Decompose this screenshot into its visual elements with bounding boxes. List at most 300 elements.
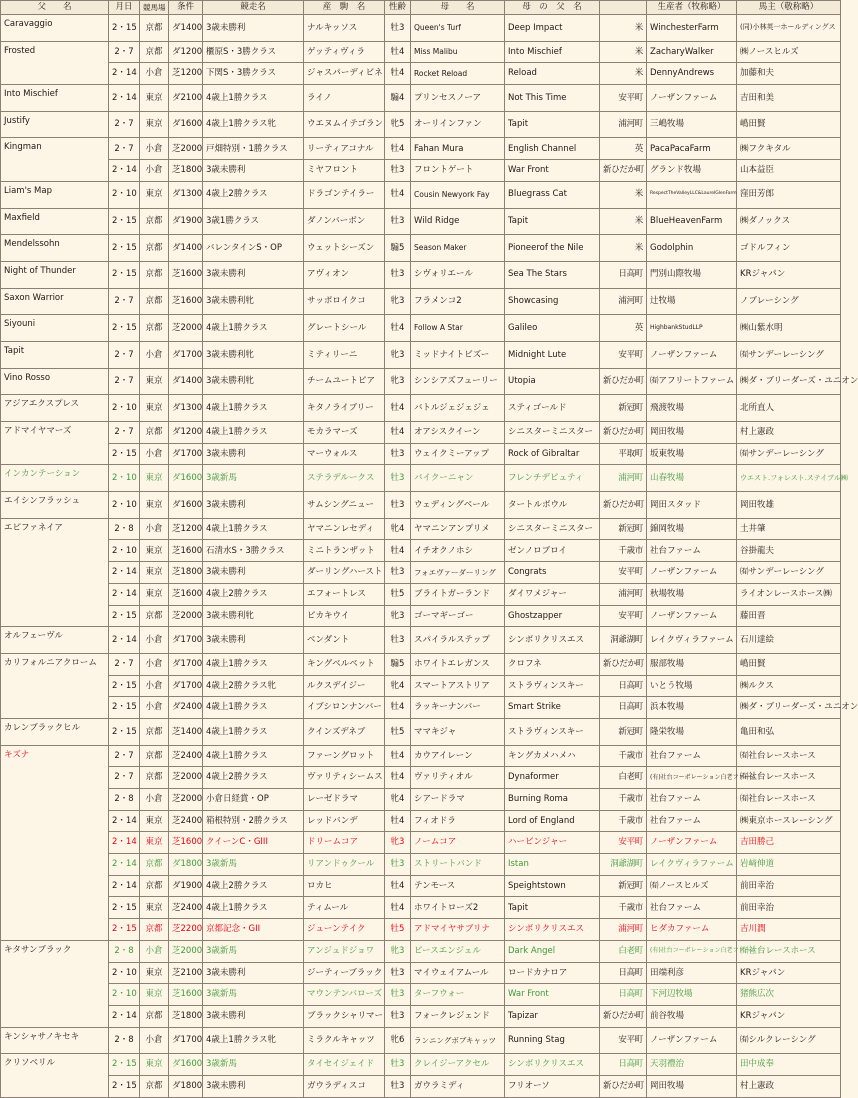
header-damsire: 母 の 父 名: [505, 1, 600, 15]
dam-name: シアードラマ: [411, 789, 505, 811]
sire-name: エイシンフラッシュ: [1, 492, 109, 519]
condition: 芝1200: [169, 63, 203, 85]
condition: 芝2000: [169, 315, 203, 342]
breeder-region: 浦河町: [600, 111, 647, 138]
damsire-name: タートルボウル: [505, 492, 600, 519]
condition: 芝1600: [169, 832, 203, 854]
owner-name: ㈱山紫水明: [737, 315, 841, 342]
breeder-region: 日高町: [600, 261, 647, 288]
race-name: 4歳上1勝クラス: [203, 422, 304, 444]
horse-name: レーゼドラマ: [304, 789, 385, 811]
sex-age: 牡4: [385, 767, 411, 789]
horse-name: イブシロンナンバー: [304, 697, 385, 719]
sex-age: 牝3: [385, 341, 411, 368]
breeder-name: HighbankStudLLP: [647, 315, 737, 342]
condition: 芝2000: [169, 789, 203, 811]
dam-name: Queen's Turf: [411, 15, 505, 42]
condition: ダ1700: [169, 627, 203, 654]
header-race: 競走名: [203, 1, 304, 15]
race-date: 2・7: [109, 653, 140, 675]
race-date: 2・15: [109, 897, 140, 919]
race-name: 小倉日経賞・OP: [203, 789, 304, 811]
damsire-name: Smart Strike: [505, 697, 600, 719]
race-name: 京都記念・GII: [203, 919, 304, 941]
breeder-region: 米: [600, 208, 647, 235]
breeder-name: ノーザンファーム: [647, 605, 737, 627]
owner-name: ライオンレースホース㈱: [737, 583, 841, 605]
damsire-name: Pioneerof the Nile: [505, 235, 600, 262]
condition: 芝1600: [169, 583, 203, 605]
table-row: [1, 810, 841, 832]
owner-name: ㈱フクキタル: [737, 138, 841, 160]
damsire-name: フリオーソ: [505, 1075, 600, 1097]
dam-name: ゴーマギーゴー: [411, 605, 505, 627]
horse-name: キングベルベット: [304, 653, 385, 675]
table-row: [1, 315, 841, 342]
sex-age: 牡5: [385, 919, 411, 941]
race-date: 2・7: [109, 111, 140, 138]
dam-name: ガウラミディ: [411, 1075, 505, 1097]
sex-age: 牝3: [385, 832, 411, 854]
race-name: 3歳未勝利牝: [203, 341, 304, 368]
condition: ダ1400: [169, 235, 203, 262]
condition: 芝1400: [169, 718, 203, 745]
damsire-name: Dynaformer: [505, 767, 600, 789]
breeder-name: 錦岡牧場: [647, 518, 737, 540]
table-row: [1, 919, 841, 941]
race-name: 4歳上1勝クラス: [203, 85, 304, 112]
race-date: 2・8: [109, 940, 140, 962]
breeder-region: 米: [600, 235, 647, 262]
race-name: 箱根特別・2勝クラス: [203, 810, 304, 832]
race-date: 2・15: [109, 605, 140, 627]
sex-age: 牡4: [385, 41, 411, 63]
horse-name: ドラゴンテイラー: [304, 181, 385, 208]
track: 小倉: [140, 1027, 169, 1054]
owner-name: 村上憲政: [737, 1075, 841, 1097]
dam-name: プリンセスノーア: [411, 85, 505, 112]
race-name: 3歳未勝利: [203, 160, 304, 182]
table-row: [1, 41, 841, 63]
horse-name: キタノライブリー: [304, 395, 385, 422]
race-name: 石清水S・3勝クラス: [203, 540, 304, 562]
dam-name: ブライトガーランド: [411, 583, 505, 605]
owner-name: 北所直人: [737, 395, 841, 422]
owner-name: KRジャパン: [737, 1005, 841, 1027]
sex-age: 牝4: [385, 518, 411, 540]
dam-name: フラメンコ2: [411, 288, 505, 315]
horse-name: サムシングニュー: [304, 492, 385, 519]
breeder-region: 新ひだか町: [600, 1005, 647, 1027]
breeder-name: 隆栄牧場: [647, 718, 737, 745]
track: 京都: [140, 605, 169, 627]
owner-name: 田中成奉: [737, 1054, 841, 1076]
damsire-name: キングカメハメハ: [505, 745, 600, 767]
table-row: [1, 745, 841, 767]
damsire-name: Ghostzapper: [505, 605, 600, 627]
horse-name: ティムール: [304, 897, 385, 919]
condition: 芝1200: [169, 518, 203, 540]
table-row: [1, 767, 841, 789]
horse-name: ヤマニンレセディ: [304, 518, 385, 540]
breeder-name: 辻牧場: [647, 288, 737, 315]
condition: ダ1400: [169, 15, 203, 42]
dam-name: シンシアズフューリー: [411, 368, 505, 395]
track: 東京: [140, 583, 169, 605]
horse-name: サッポロイクコ: [304, 288, 385, 315]
owner-name: 山本益臣: [737, 160, 841, 182]
race-name: 4歳上2勝クラス牝: [203, 675, 304, 697]
sire-name: キズナ: [1, 745, 109, 940]
header-row: [1, 1, 841, 15]
track: 東京: [140, 368, 169, 395]
condition: ダ1200: [169, 422, 203, 444]
race-name: 4歳上2勝クラス: [203, 875, 304, 897]
condition: ダ1700: [169, 443, 203, 465]
horse-name: ブラックシャリマー: [304, 1005, 385, 1027]
track: 東京: [140, 810, 169, 832]
breeder-name: グランド牧場: [647, 160, 737, 182]
owner-name: 石川達絵: [737, 627, 841, 654]
breeder-name: ノーザンファーム: [647, 341, 737, 368]
damsire-name: ハービンジャー: [505, 832, 600, 854]
breeder-name: 前谷牧場: [647, 1005, 737, 1027]
owner-name: 窪田芳郎: [737, 181, 841, 208]
dam-name: ストリートバンド: [411, 854, 505, 876]
breeder-name: (有)社台コーポレーション白老ファーム: [647, 940, 737, 962]
sex-age: 牝3: [385, 288, 411, 315]
sire-name: アジアエクスプレス: [1, 395, 109, 422]
track: 京都: [140, 1075, 169, 1097]
breeder-region: 日高町: [600, 1054, 647, 1076]
breeder-region: 千歳市: [600, 810, 647, 832]
race-date: 2・15: [109, 235, 140, 262]
sex-age: 牡3: [385, 208, 411, 235]
breeder-name: ノーザンファーム: [647, 832, 737, 854]
condition: 芝1800: [169, 1005, 203, 1027]
owner-name: 岡田牧雄: [737, 492, 841, 519]
race-name: 3歳新馬: [203, 854, 304, 876]
owner-name: ㈲社台レースホース: [737, 940, 841, 962]
dam-name: Rocket Reload: [411, 63, 505, 85]
condition: ダ2400: [169, 697, 203, 719]
dam-name: フォエヴァーダーリング: [411, 562, 505, 584]
condition: 芝1800: [169, 562, 203, 584]
owner-name: 前田幸治: [737, 875, 841, 897]
table-row: [1, 208, 841, 235]
damsire-name: ストラヴィンスキー: [505, 675, 600, 697]
horse-name: アンジュドジョワ: [304, 940, 385, 962]
condition: 芝2400: [169, 897, 203, 919]
race-date: 2・10: [109, 395, 140, 422]
breeder-region: 安平町: [600, 1027, 647, 1054]
horse-name: ジーティーブラック: [304, 962, 385, 984]
breeder-region: 新ひだか町: [600, 422, 647, 444]
sex-age: 牝4: [385, 789, 411, 811]
horse-name: ウェットシーズン: [304, 235, 385, 262]
owner-name: ㈱ダ・ブリーダーズ・ユニオン: [737, 697, 841, 719]
breeder-name: RespectTheValleyLLC&LaurelGlenFarm: [647, 181, 737, 208]
sire-name: Maxfield: [1, 208, 109, 235]
sex-age: 牡3: [385, 492, 411, 519]
race-name: 4歳上1勝クラス: [203, 315, 304, 342]
sex-age: 牡5: [385, 718, 411, 745]
table-row: [1, 288, 841, 315]
sex-age: 牝6: [385, 1027, 411, 1054]
breeder-region: 浦河町: [600, 583, 647, 605]
damsire-name: シニスターミニスター: [505, 422, 600, 444]
table-row: [1, 653, 841, 675]
sire-name: Frosted: [1, 41, 109, 84]
damsire-name: English Channel: [505, 138, 600, 160]
sire-name: カレンブラックヒル: [1, 718, 109, 745]
breeder-region: 新ひだか町: [600, 368, 647, 395]
track: 東京: [140, 962, 169, 984]
track: 京都: [140, 315, 169, 342]
horse-name: ファーングロット: [304, 745, 385, 767]
horse-name: ステラデルークス: [304, 465, 385, 492]
table-row: [1, 1027, 841, 1054]
breeder-name: ノーザンファーム: [647, 1027, 737, 1054]
sex-age: 牡3: [385, 443, 411, 465]
condition: ダ1600: [169, 465, 203, 492]
table-row: [1, 422, 841, 444]
breeder-name: PacaPacaFarm: [647, 138, 737, 160]
damsire-name: ゼンノロブロイ: [505, 540, 600, 562]
sire-name: Justify: [1, 111, 109, 138]
breeder-name: 社台ファーム: [647, 540, 737, 562]
header-breeder: 生産者（牧称略）: [647, 1, 737, 15]
dam-name: クレイジーアクセル: [411, 1054, 505, 1076]
sire-name: Saxon Warrior: [1, 288, 109, 315]
track: 東京: [140, 85, 169, 112]
track: 小倉: [140, 789, 169, 811]
damsire-name: Running Stag: [505, 1027, 600, 1054]
track: 東京: [140, 562, 169, 584]
breeder-name: ZacharyWalker: [647, 41, 737, 63]
sire-name: オルフェーヴル: [1, 627, 109, 654]
damsire-name: War Front: [505, 160, 600, 182]
race-date: 2・15: [109, 697, 140, 719]
breeder-region: 日高町: [600, 675, 647, 697]
track: 京都: [140, 208, 169, 235]
race-name: 3歳1勝クラス: [203, 208, 304, 235]
table-row: [1, 854, 841, 876]
dam-name: Cousin Newyork Fay: [411, 181, 505, 208]
table-row: [1, 341, 841, 368]
breeder-region: 白老町: [600, 767, 647, 789]
owner-name: ㈲社台レースホース: [737, 767, 841, 789]
table-row: [1, 1054, 841, 1076]
damsire-name: Burning Roma: [505, 789, 600, 811]
horse-name: マウンテンバローズ: [304, 984, 385, 1006]
breeder-region: 安平町: [600, 341, 647, 368]
dam-name: Fahan Mura: [411, 138, 505, 160]
dam-name: Miss Malibu: [411, 41, 505, 63]
damsire-name: Sea The Stars: [505, 261, 600, 288]
race-name: 4歳上1勝クラス牝: [203, 111, 304, 138]
sex-age: 牡3: [385, 1054, 411, 1076]
condition: ダ2100: [169, 85, 203, 112]
race-date: 2・10: [109, 984, 140, 1006]
race-name: 3歳未勝利: [203, 15, 304, 42]
breeder-region: 洞爺湖町: [600, 627, 647, 654]
damsire-name: Tapit: [505, 111, 600, 138]
breeder-region: 浦河町: [600, 919, 647, 941]
table-row: [1, 540, 841, 562]
dam-name: ヴァリティオル: [411, 767, 505, 789]
breeder-region: 洞爺湖町: [600, 854, 647, 876]
horse-name: ライノ: [304, 85, 385, 112]
horse-name: ナルキッソス: [304, 15, 385, 42]
damsire-name: Midnight Lute: [505, 341, 600, 368]
dam-name: テンモース: [411, 875, 505, 897]
track: 小倉: [140, 63, 169, 85]
breeder-name: 三嶋牧場: [647, 111, 737, 138]
table-row: [1, 583, 841, 605]
breeder-region: 千歳市: [600, 789, 647, 811]
owner-name: 藤田晋: [737, 605, 841, 627]
sex-age: 牡3: [385, 627, 411, 654]
condition: 芝1800: [169, 160, 203, 182]
owner-name: 嶋田賢: [737, 111, 841, 138]
track: 京都: [140, 261, 169, 288]
track: 小倉: [140, 675, 169, 697]
breeder-region: 米: [600, 181, 647, 208]
track: 京都: [140, 745, 169, 767]
race-date: 2・15: [109, 15, 140, 42]
owner-name: ㈲サンデーレーシング: [737, 562, 841, 584]
dam-name: ウェイクミーアップ: [411, 443, 505, 465]
horse-name: グレートシール: [304, 315, 385, 342]
race-name: 4歳上2勝クラス: [203, 181, 304, 208]
table-row: [1, 897, 841, 919]
header-dam: 母 名: [411, 1, 505, 15]
track: 東京: [140, 181, 169, 208]
header-owner: 馬主（敬称略）: [737, 1, 841, 15]
track: 京都: [140, 919, 169, 941]
dam-name: ウェディングベール: [411, 492, 505, 519]
track: 東京: [140, 1054, 169, 1076]
condition: 芝2200: [169, 919, 203, 941]
horse-name: ミヤフロント: [304, 160, 385, 182]
damsire-name: Galileo: [505, 315, 600, 342]
race-name: 3歳未勝利: [203, 261, 304, 288]
track: 京都: [140, 422, 169, 444]
breeder-name: Godolphin: [647, 235, 737, 262]
race-name: クイーンC・GIII: [203, 832, 304, 854]
breeder-name: 社台ファーム: [647, 789, 737, 811]
race-date: 2・14: [109, 85, 140, 112]
breeder-region: 安平町: [600, 85, 647, 112]
breeder-name: 門別山際牧場: [647, 261, 737, 288]
race-date: 2・7: [109, 368, 140, 395]
horse-name: タイセイジェイド: [304, 1054, 385, 1076]
race-name: 3歳未勝利: [203, 492, 304, 519]
condition: ダ1200: [169, 41, 203, 63]
sex-age: 牡3: [385, 562, 411, 584]
sire-name: Siyouni: [1, 315, 109, 342]
horse-name: ウエヌムイテゴラン: [304, 111, 385, 138]
damsire-name: Deep Impact: [505, 15, 600, 42]
condition: 芝2400: [169, 810, 203, 832]
owner-name: ㈱東京ホースレーシング: [737, 810, 841, 832]
table-row: [1, 518, 841, 540]
table-row: [1, 562, 841, 584]
race-date: 2・15: [109, 208, 140, 235]
condition: 芝1600: [169, 261, 203, 288]
owner-name: 亀田和弘: [737, 718, 841, 745]
owner-name: ㈲シルクレーシング: [737, 1027, 841, 1054]
condition: ダ1700: [169, 1027, 203, 1054]
track: 東京: [140, 540, 169, 562]
owner-name: ウエスト.フォレスト.ステイブル㈱: [737, 465, 841, 492]
owner-name: 加藤和夫: [737, 63, 841, 85]
track: 東京: [140, 897, 169, 919]
dam-name: スパイラルステップ: [411, 627, 505, 654]
dam-name: マイウェイアムール: [411, 962, 505, 984]
dam-name: スマートアストリア: [411, 675, 505, 697]
sex-age: 牡3: [385, 854, 411, 876]
sire-name: キンシャサノキセキ: [1, 1027, 109, 1054]
horse-name: ジャスパーディビネ: [304, 63, 385, 85]
breeder-name: 岡田牧場: [647, 1075, 737, 1097]
race-date: 2・14: [109, 1005, 140, 1027]
condition: 芝1600: [169, 540, 203, 562]
dam-name: オーリインファン: [411, 111, 505, 138]
breeder-name: 坂東牧場: [647, 443, 737, 465]
race-name: 4歳上1勝クラス: [203, 697, 304, 719]
table-row: [1, 15, 841, 42]
race-date: 2・7: [109, 288, 140, 315]
damsire-name: Lord of England: [505, 810, 600, 832]
dam-name: ママキジャ: [411, 718, 505, 745]
damsire-name: Bluegrass Cat: [505, 181, 600, 208]
breeder-region: 安平町: [600, 562, 647, 584]
dam-name: ランニングボブキャッツ: [411, 1027, 505, 1054]
race-date: 2・10: [109, 492, 140, 519]
race-date: 2・14: [109, 63, 140, 85]
dam-name: Follow A Star: [411, 315, 505, 342]
sire-name: インカンテーション: [1, 465, 109, 492]
race-date: 2・10: [109, 962, 140, 984]
owner-name: ㈲社台レースホース: [737, 745, 841, 767]
horse-name: ゲッティヴィラ: [304, 41, 385, 63]
breeder-name: 浜本牧場: [647, 697, 737, 719]
race-date: 2・10: [109, 181, 140, 208]
condition: ダ1600: [169, 1054, 203, 1076]
breeder-region: 千歳市: [600, 897, 647, 919]
sire-name: Night of Thunder: [1, 261, 109, 288]
horse-name: リーティアコナル: [304, 138, 385, 160]
sex-age: 牡3: [385, 984, 411, 1006]
sex-age: 牡4: [385, 315, 411, 342]
horse-name: ガウラディスコ: [304, 1075, 385, 1097]
condition: ダ1300: [169, 395, 203, 422]
sex-age: 牡3: [385, 160, 411, 182]
table-row: [1, 832, 841, 854]
sire-name: Caravaggio: [1, 15, 109, 42]
table-row: [1, 492, 841, 519]
dam-name: シヴォリエール: [411, 261, 505, 288]
sex-age: 騸4: [385, 85, 411, 112]
race-name: 3歳未勝利: [203, 962, 304, 984]
breeder-name: レイクヴィラファーム: [647, 627, 737, 654]
damsire-name: Reload: [505, 63, 600, 85]
dam-name: アドマイヤサブリナ: [411, 919, 505, 941]
damsire-name: Tapit: [505, 897, 600, 919]
sire-name: Into Mischief: [1, 85, 109, 112]
